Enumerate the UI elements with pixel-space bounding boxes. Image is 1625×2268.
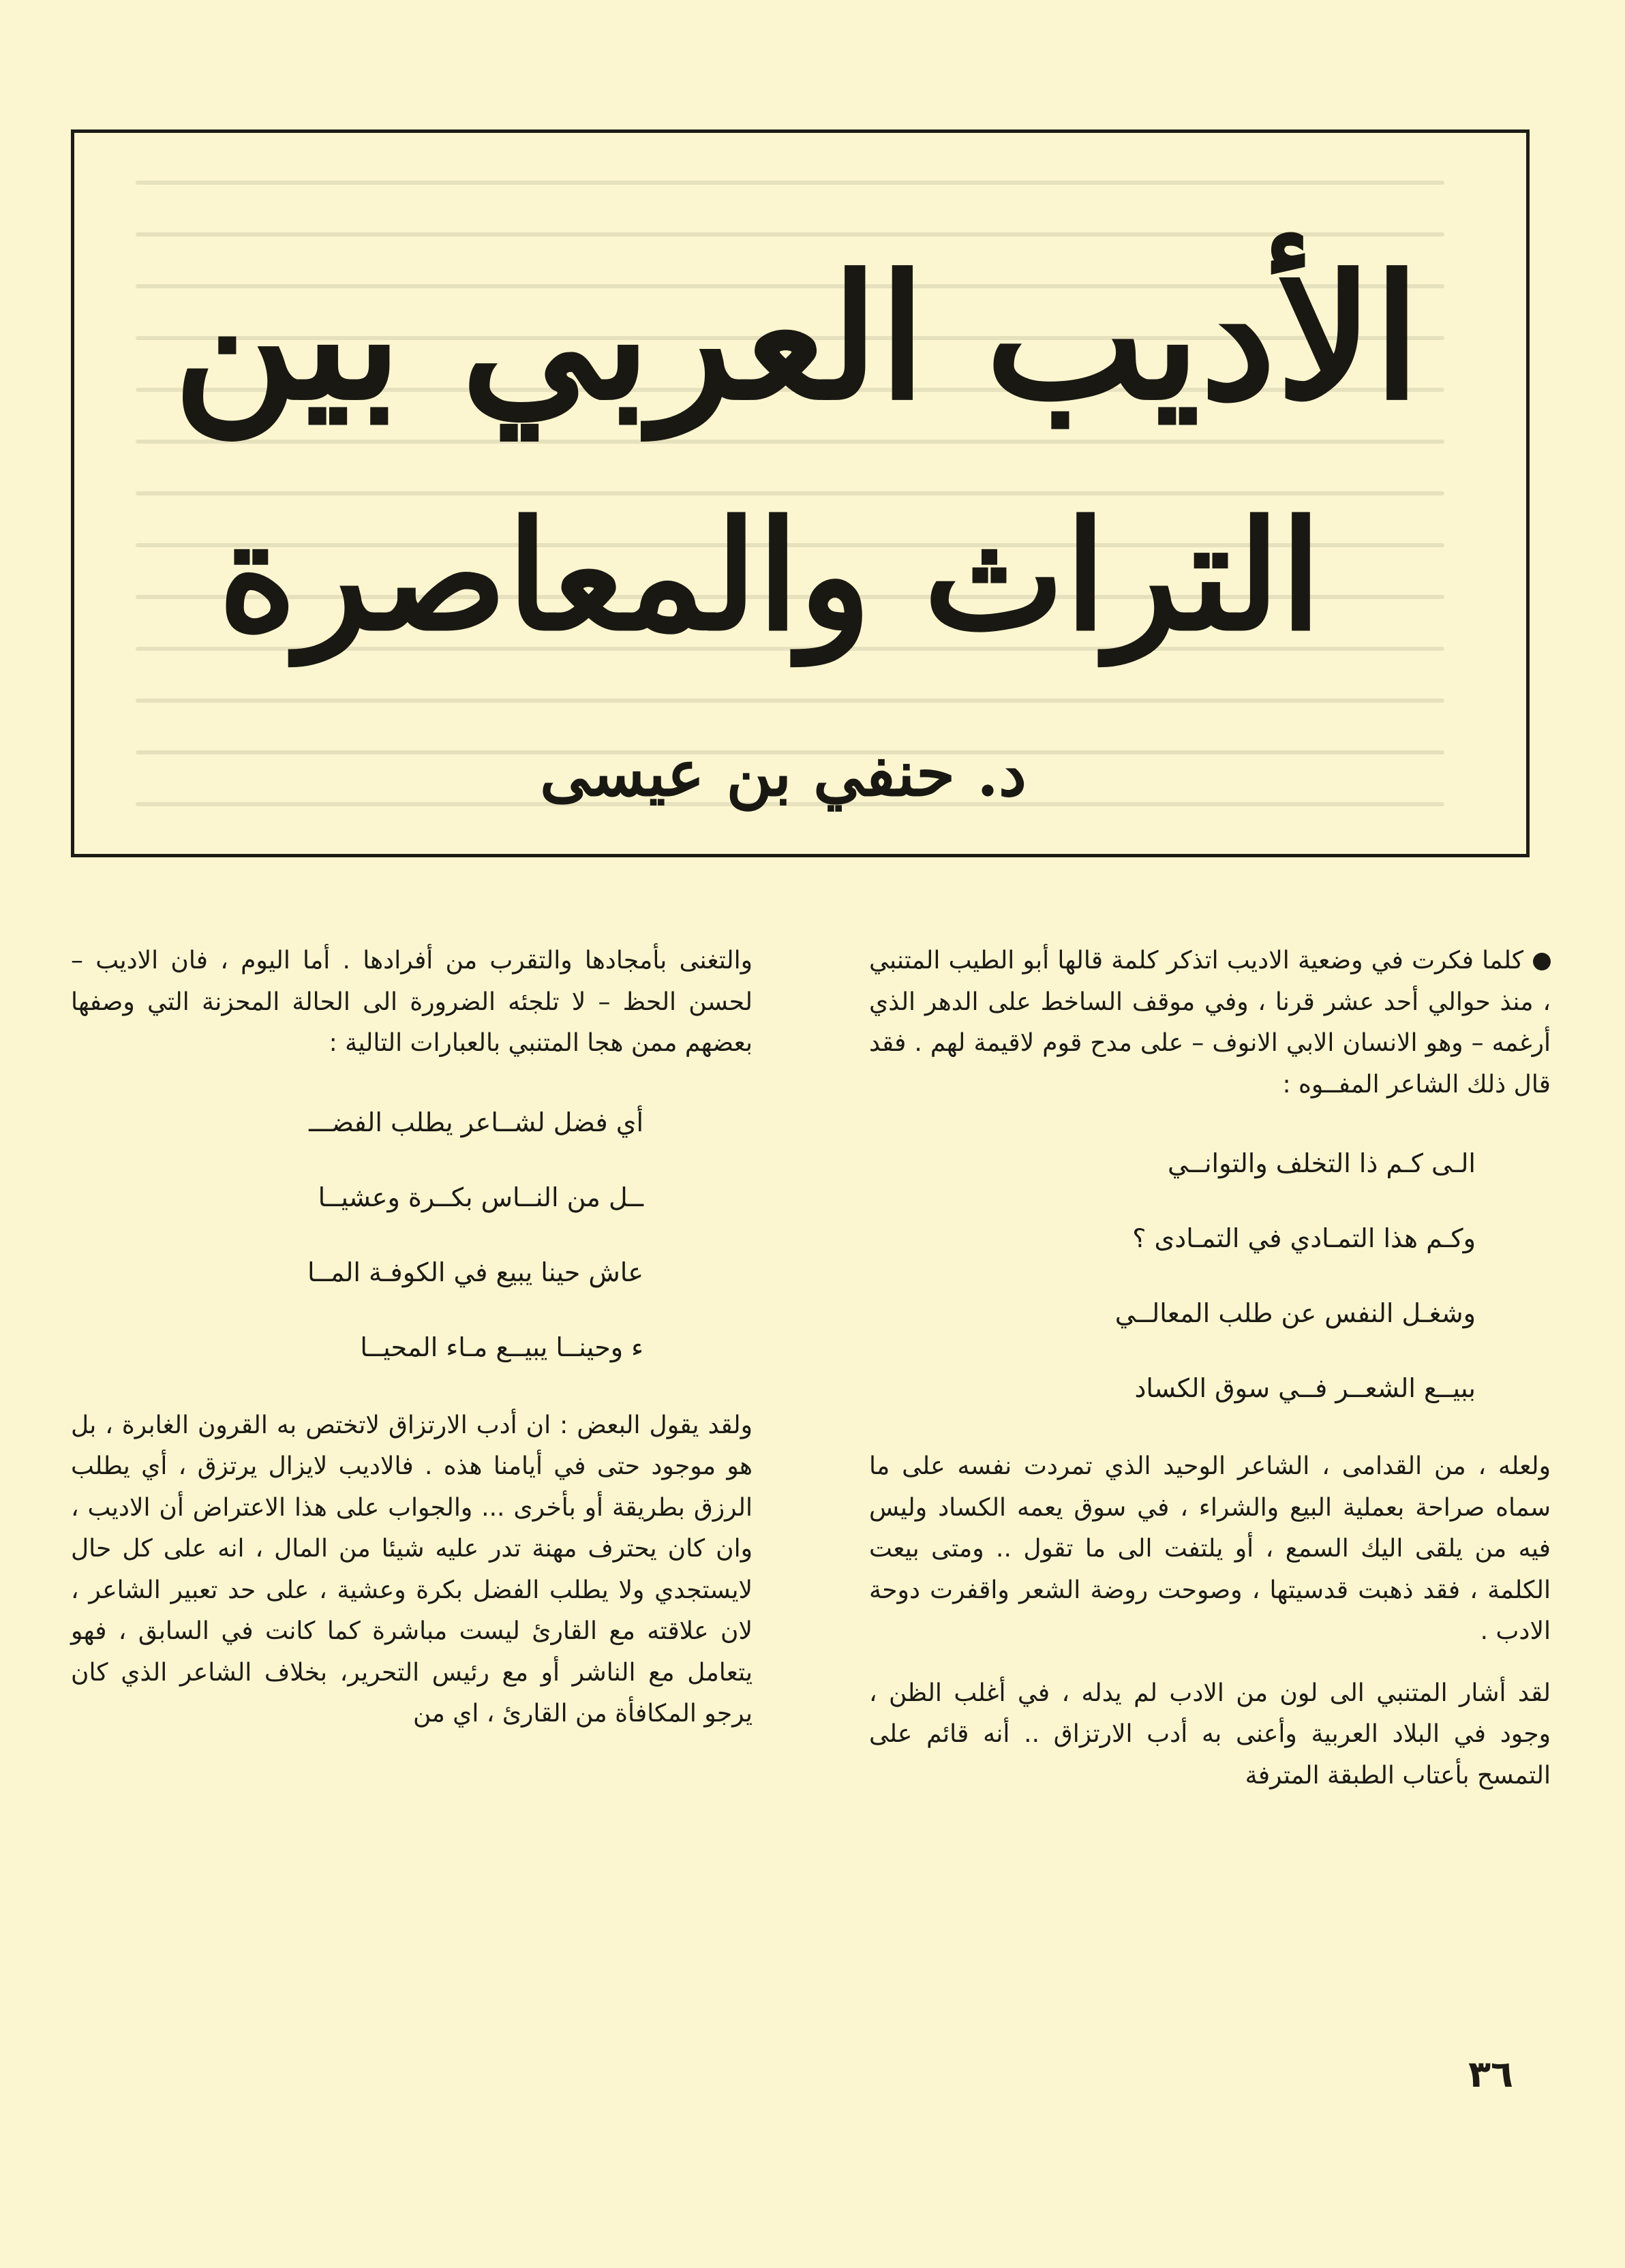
right-column — [869, 940, 1551, 1796]
body-paragraph: ولعله ، من القدامى ، الشاعر الوحيد الذي تمردت نفسه على ما سماه صراحة بعملية البيع والشراء ، في سوق يعمه الكساد وليس فيه من يلقى اليك السمع ، أو يلتفت الى ما تقول .. ومتى بيعت الكلمة ، فقد ذهبت قدسيتها ، وصوحت روضة الشعر واقفرت دوحة الادب . — [869, 1452, 1551, 1645]
body-paragraph: لقد أشار المتنبي الى لون من الادب لم يدله ، في أغلب الظن ، وجود في البلاد العربية وأعنى به أدب الارتزاق .. أنه قائم على التمسح بأعتاب الطبقة المترفة — [869, 1679, 1551, 1790]
verse-line: ببيــع الشعــر فــي سوق الكساد — [1134, 1373, 1476, 1403]
verse-line: عاش حينا يبيع في الكوفـة المــا — [307, 1257, 643, 1287]
bullet-icon — [1533, 953, 1551, 970]
verse-line: وشغـل النفس عن طلب المعالــي — [1114, 1298, 1476, 1328]
verse-line: أي فضل لشــاعر يطلب الفضـــ — [309, 1107, 643, 1137]
verse-line: وكـم هذا التمـادي في التمـادى ؟ — [1132, 1223, 1476, 1253]
body-paragraph: ولقد يقول البعض : ان أدب الارتزاق لاتختص به القرون الغابرة ، بل هو موجود حتى في أيامنا هذه . فالاديب لايزال يرتزق ، أي يطلب الرزق بطريقة أو بأخرى ... والجواب على هذا الاعتراض أن الاديب ، وان كان يحترف مهنة تدر عليه شيئا من المال ، انه على كل حال لايستجدي ولا يطلب الفضل بكرة وعشية ، على حد تعبير الشاعر ، لان علاقته مع القارئ ليست مباشرة كما كانت في السابق ، فهو يتعامل مع الناشر أو مع رئيس التحرير، بخلاف الشاعر الذي كان يرجو المكافأة من القارئ ، اي من — [71, 1411, 753, 1728]
author-byline: د. حنفي بن عيسى — [540, 737, 1027, 810]
left-column — [71, 940, 753, 1735]
title-frame — [71, 129, 1530, 857]
page-number: ٣٦ — [1468, 2053, 1513, 2096]
verse-line: ء وحينــا يبيــع مـاء المحيــا — [360, 1332, 643, 1362]
body-paragraph: والتغنى بأمجادها والتقرب من أفرادها . أما اليوم ، فان الاديب – لحسن الحظ – لا تلجئه الضرورة الى الحالة المحزنة التي وصفها بعضهم ممن هجا المتنبي بالعبارات التالية : — [71, 947, 753, 1057]
intro-paragraph: كلما فكرت في وضعية الاديب اتذكر كلمة قالها أبو الطيب المتنبي ، منذ حوالي أحد عشر قرنا ، وفي موقف الساخط على الدهر الذي أرغمه – وهو الانسان الابي الانوف – على مدح قوم لاقيمة لهم . فقد قال ذلك الشاعر المفــوه : — [869, 947, 1551, 1099]
verse-line: ــل من النــاس بكــرة وعشيــا — [318, 1182, 643, 1212]
verse-line: الـى كـم ذا التخلف والتوانــي — [1168, 1148, 1476, 1178]
title-line-2: التراث والمعاصرة — [218, 487, 1322, 664]
title-line-1: الأديب العربي بين — [173, 237, 1421, 438]
